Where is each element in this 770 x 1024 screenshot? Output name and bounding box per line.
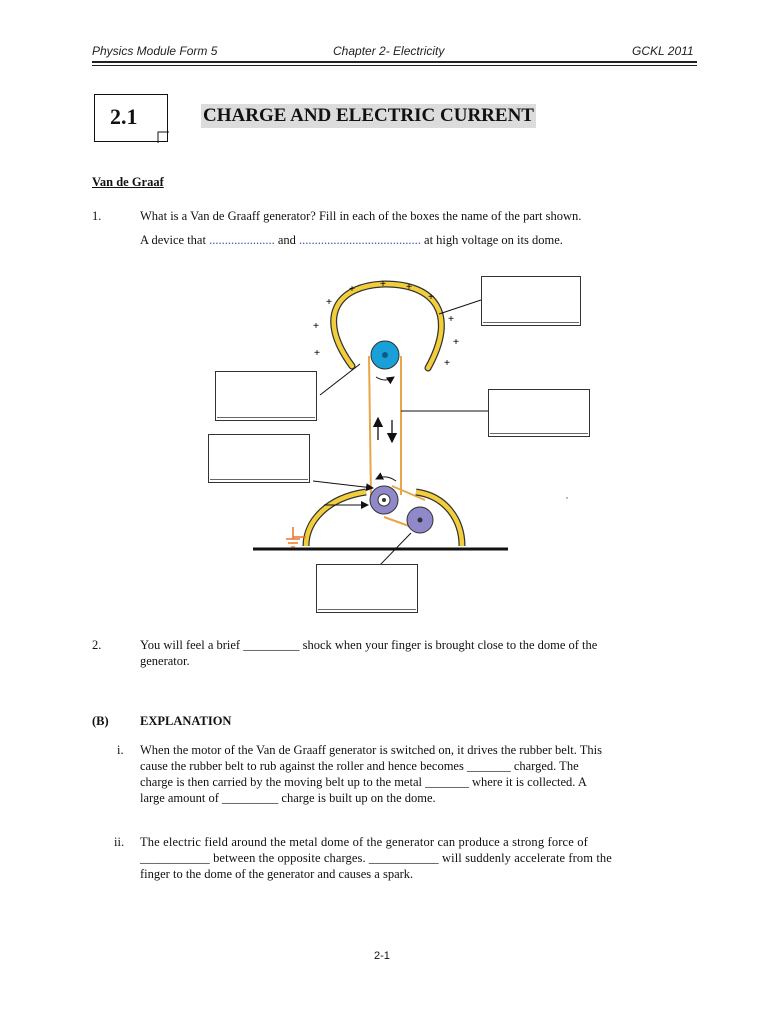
header-code: GCKL 2011 bbox=[632, 44, 694, 58]
q1-blank-1[interactable]: ..................... bbox=[209, 233, 275, 247]
label-box-dome[interactable] bbox=[481, 276, 581, 326]
q2-line-2: generator. bbox=[140, 654, 190, 668]
label-box-comb[interactable] bbox=[208, 434, 310, 483]
header-chapter: Chapter 2- Electricity bbox=[333, 44, 445, 58]
dome-charge: + bbox=[447, 313, 455, 325]
label-box-belt[interactable] bbox=[488, 389, 590, 437]
explanation-item-number: i. bbox=[117, 743, 124, 757]
dome-charge: + bbox=[405, 281, 413, 293]
dome-charge: + bbox=[427, 291, 435, 303]
q1-blank-2[interactable]: ....................................... bbox=[299, 233, 421, 247]
q2-line-1: You will feel a brief _________ shock when your finger is brought close to the dome of the bbox=[140, 638, 598, 652]
q1-number: 1. bbox=[92, 209, 102, 223]
subheading: Van de Graaf bbox=[92, 175, 164, 189]
explanation-line: When the motor of the Van de Graaff generator is switched on, it drives the rubber belt. This bbox=[140, 743, 603, 757]
explanation-line: The electric field around the metal dome of the generator can produce a strong force of bbox=[140, 835, 588, 849]
explanation-item-number: ii. bbox=[114, 835, 125, 849]
section-number: 2.1 bbox=[110, 104, 138, 129]
label-box-motor[interactable] bbox=[316, 564, 418, 613]
q1-and-word: and bbox=[277, 233, 296, 247]
dome-charge: + bbox=[313, 347, 321, 359]
header-module: Physics Module Form 5 bbox=[92, 44, 218, 58]
q1-answer-suffix: at high voltage on its dome. bbox=[424, 233, 563, 247]
q2-number: 2. bbox=[92, 638, 102, 652]
section-title: CHARGE AND ELECTRIC CURRENT bbox=[203, 105, 534, 126]
explanation-line: large amount of _________ charge is built up on the dome. bbox=[140, 791, 436, 805]
rubber-belt-left bbox=[369, 356, 371, 499]
label-box-top-roller[interactable] bbox=[215, 371, 317, 421]
dome-charge: + bbox=[379, 278, 387, 290]
dome-charge: + bbox=[452, 336, 460, 348]
dome-charge: + bbox=[312, 320, 320, 332]
explanation-line: finger to the dome of the generator and causes a spark. bbox=[140, 867, 414, 881]
page-number: 2-1 bbox=[374, 950, 390, 962]
dome-charge: + bbox=[443, 357, 451, 369]
explanation-line: cause the rubber belt to rub against the roller and hence becomes _______ charged. The bbox=[140, 759, 579, 773]
dome-charge: + bbox=[348, 283, 356, 295]
explanation-line: ___________ between the opposite charges. ___________ will suddenly accelerate from the bbox=[140, 851, 612, 865]
q1-text: What is a Van de Graaff generator? Fill in each of the boxes the name of the part shown. bbox=[140, 209, 582, 223]
dome-charge: + bbox=[325, 296, 333, 308]
explanation-heading: EXPLANATION bbox=[140, 714, 232, 728]
explanation-line: charge is then carried by the moving belt up to the metal _______ where it is collected. A bbox=[140, 775, 587, 789]
q1-answer-prefix: A device that bbox=[140, 233, 206, 247]
explanation-label: (B) bbox=[92, 714, 109, 728]
